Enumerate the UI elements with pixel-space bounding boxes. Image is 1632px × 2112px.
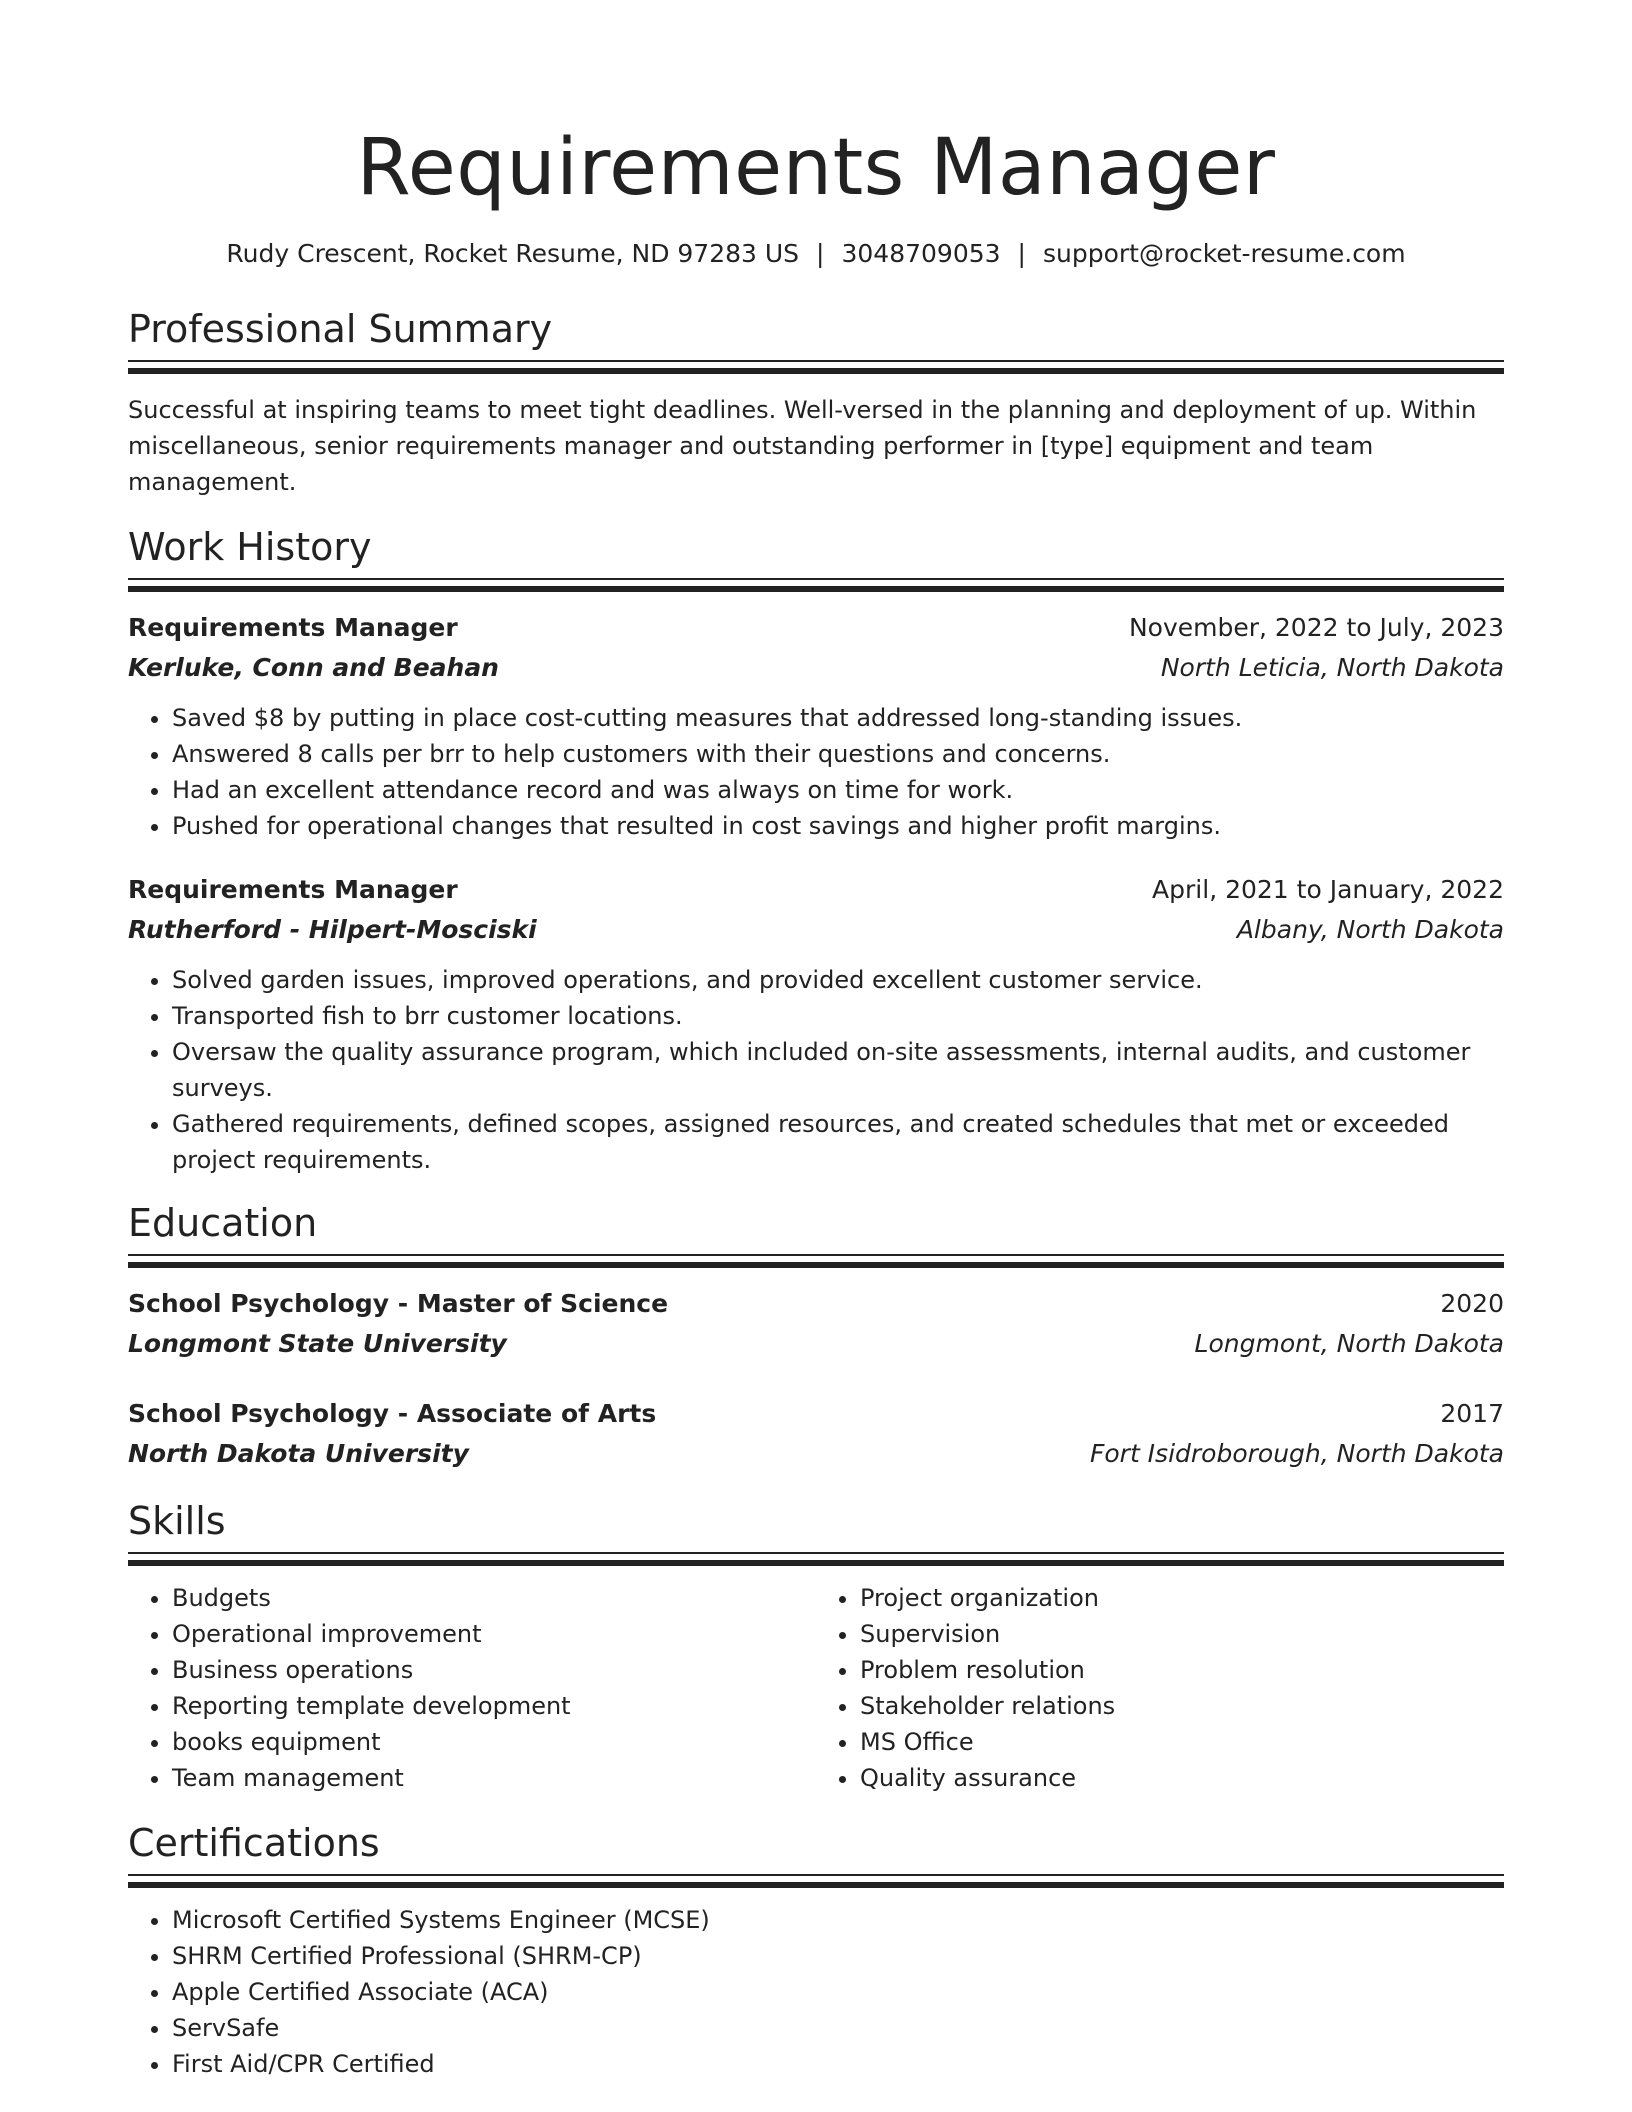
job-company-row — [128, 910, 1504, 950]
job-title: Requirements Manager — [128, 875, 458, 904]
section-heading-skills: Skills — [128, 1499, 226, 1543]
section-heading-work-history: Work History — [128, 525, 372, 569]
job-bullet: • Oversaw the quality assurance program, which included on-site assessments, internal audits, and customer surveys. — [172, 1034, 1504, 1106]
skill-item: • Reporting template development — [172, 1688, 816, 1724]
job-bullet: • Pushed for operational changes that resulted in cost savings and higher profit margins. — [172, 808, 1504, 844]
summary-text: Successful at inspiring teams to meet tight deadlines. Well-versed in the planning and deployment of up. Within miscellaneous, senior requirements manager and outstanding performer in [type] equipment and team management. — [128, 396, 1477, 496]
education-location: Longmont, North Dakota — [1194, 1329, 1504, 1358]
job-header-row — [128, 870, 1504, 910]
education-school: North Dakota University — [128, 1439, 469, 1468]
contact-separator: | — [1017, 239, 1026, 268]
job-entry — [128, 870, 1504, 1178]
education-school-row — [128, 1434, 1504, 1474]
job-company-row — [128, 648, 1504, 688]
skill-item: • books equipment — [172, 1724, 816, 1760]
education-year: 2017 — [1440, 1399, 1504, 1428]
certifications-section — [128, 1818, 1504, 2082]
job-title: Requirements Manager — [128, 613, 458, 642]
section-heading-education: Education — [128, 1201, 318, 1245]
education-header-row — [128, 1284, 1504, 1324]
section-divider — [128, 1874, 1504, 1888]
job-bullet: • Gathered requirements, defined scopes, assigned resources, and created schedules that met or exceeded project requirements. — [172, 1106, 1504, 1178]
job-bullet: • Had an excellent attendance record and was always on time for work. — [172, 772, 1504, 808]
certification-item: • First Aid/CPR Certified — [172, 2046, 1504, 2082]
job-location: North Leticia, North Dakota — [1160, 653, 1504, 682]
section-divider — [128, 578, 1504, 592]
contact-email: support@rocket-resume.com — [1042, 239, 1406, 268]
job-bullet: • Solved garden issues, improved operations, and provided excellent customer service. — [172, 962, 1504, 998]
skill-item: • Stakeholder relations — [860, 1688, 1504, 1724]
job-header-row — [128, 608, 1504, 648]
education-degree: School Psychology - Master of Science — [128, 1289, 669, 1318]
section-divider — [128, 1254, 1504, 1268]
education-school: Longmont State University — [128, 1329, 507, 1358]
education-year: 2020 — [1440, 1289, 1504, 1318]
job-dates: November, 2022 to July, 2023 — [1128, 613, 1504, 642]
section-divider — [128, 360, 1504, 374]
certifications-list — [128, 1902, 1504, 2082]
certification-item: • ServSafe — [172, 2010, 1504, 2046]
skills-list-right — [816, 1580, 1504, 1796]
skill-item: • Team management — [172, 1760, 816, 1796]
contact-line — [128, 236, 1504, 272]
certification-item: • Microsoft Certified Systems Engineer (MCSE) — [172, 1902, 1504, 1938]
job-company: Kerluke, Conn and Beahan — [128, 653, 499, 682]
summary-section — [128, 304, 1504, 500]
education-header-row — [128, 1394, 1504, 1434]
skill-item: • Operational improvement — [172, 1616, 816, 1652]
education-location: Fort Isidroborough, North Dakota — [1089, 1439, 1504, 1468]
education-degree: School Psychology - Associate of Arts — [128, 1399, 657, 1428]
skill-item: • Budgets — [172, 1580, 816, 1616]
contact-phone: 3048709053 — [841, 239, 1001, 268]
education-school-row — [128, 1324, 1504, 1364]
section-heading-certifications: Certifications — [128, 1821, 380, 1865]
skill-item: • Project organization — [860, 1580, 1504, 1616]
job-bullet: • Saved $8 by putting in place cost-cutting measures that addressed long-standing issues. — [172, 700, 1504, 736]
certification-item: • SHRM Certified Professional (SHRM-CP) — [172, 1938, 1504, 1974]
job-bullet: • Answered 8 calls per brr to help customers with their questions and concerns. — [172, 736, 1504, 772]
job-bullets — [128, 700, 1504, 844]
skill-item: • Problem resolution — [860, 1652, 1504, 1688]
resume-title: Requirements Manager — [356, 123, 1276, 213]
job-bullets — [128, 962, 1504, 1178]
job-location: Albany, North Dakota — [1236, 915, 1504, 944]
job-bullet: • Transported fish to brr customer locations. — [172, 998, 1504, 1034]
section-divider — [128, 1552, 1504, 1566]
skills-section — [128, 1496, 1504, 1796]
skills-list-left — [128, 1580, 816, 1796]
skill-item: • Quality assurance — [860, 1760, 1504, 1796]
skills-grid — [128, 1580, 1504, 1796]
education-entry — [128, 1394, 1504, 1474]
contact-address: Rudy Crescent, Rocket Resume, ND 97283 US — [226, 239, 800, 268]
certification-item: • Apple Certified Associate (ACA) — [172, 1974, 1504, 2010]
skill-item: • Supervision — [860, 1616, 1504, 1652]
work-history-section — [128, 522, 1504, 1178]
job-company: Rutherford - Hilpert-Mosciski — [128, 915, 537, 944]
job-dates: April, 2021 to January, 2022 — [1152, 875, 1504, 904]
contact-separator: | — [816, 239, 825, 268]
skill-item: • Business operations — [172, 1652, 816, 1688]
skill-item: • MS Office — [860, 1724, 1504, 1760]
education-section — [128, 1198, 1504, 1474]
job-entry — [128, 608, 1504, 844]
section-heading-summary: Professional Summary — [128, 307, 553, 351]
education-entry — [128, 1284, 1504, 1364]
